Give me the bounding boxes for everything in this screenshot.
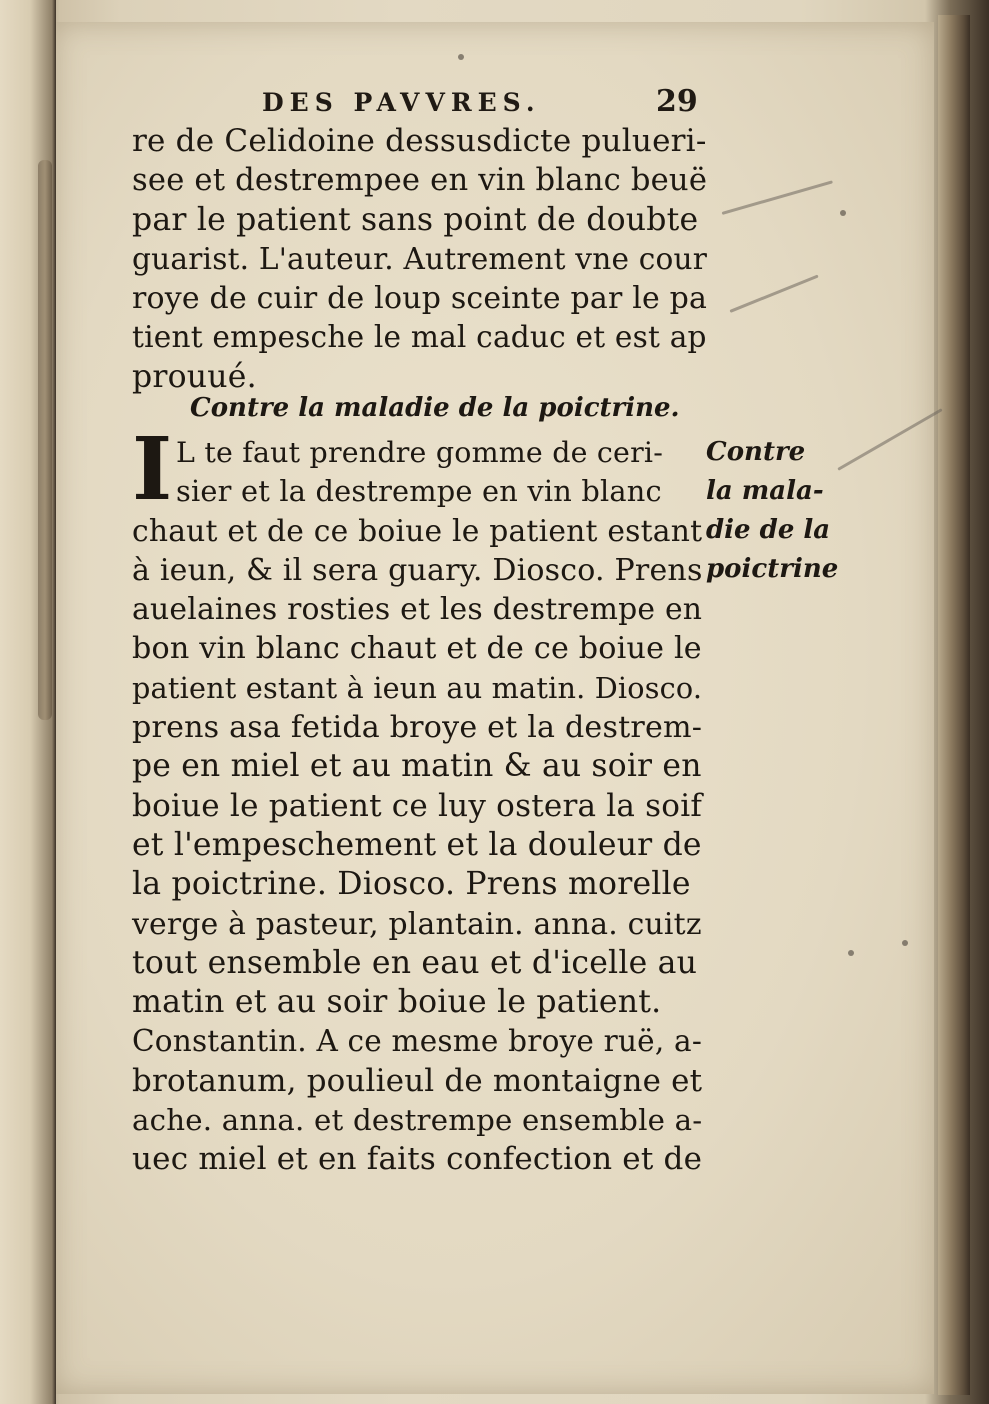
continued-paragraph — [132, 122, 707, 397]
margin-note-line: Contre — [706, 437, 806, 467]
binding-thread — [38, 160, 52, 720]
text-line: prens asa fetida broye et la destrem- — [132, 710, 703, 746]
text-line: auelaines rosties et les destrempe en — [132, 592, 703, 628]
text-line: tient empesche le mal caduc et est ap — [132, 320, 707, 355]
text-line: prouué. — [132, 358, 257, 395]
text-line: tout ensemble en eau et d'icelle au — [132, 944, 698, 981]
book-gutter — [0, 0, 56, 1404]
text-line: brotanum, poulieul de montaigne et — [132, 1062, 703, 1099]
text-line: par le patient sans point de doubte — [132, 201, 699, 238]
ink-spot — [902, 940, 908, 946]
text-line: bon vin blanc chaut et de ce boiue le — [132, 631, 702, 667]
text-line: et l'empeschement et la douleur de — [132, 826, 702, 863]
drop-cap: I — [132, 419, 173, 520]
text-line: see et destrempee en vin blanc beuë — [132, 163, 708, 199]
text-line: patient estant à ieun au matin. Diosco. — [132, 670, 703, 705]
margin-note-line: poictrine — [706, 554, 839, 584]
text-line: la poictrine. Diosco. Prens morelle — [132, 866, 691, 903]
margin-note-line: die de la — [706, 515, 831, 545]
text-line: pe en miel et au matin & au soir en — [132, 748, 702, 785]
text-line: Constantin. A ce mesme broye ruë, a- — [132, 1024, 702, 1059]
ink-spot — [840, 210, 846, 216]
text-line: boiue le patient ce luy ostera la soif — [132, 787, 703, 824]
text-line: roye de cuir de loup sceinte par le pa — [132, 281, 708, 317]
remedy-paragraph — [132, 433, 702, 1180]
text-line: uec miel et en faits confection et de — [132, 1141, 703, 1178]
page-edge — [938, 15, 970, 1395]
margin-note — [706, 433, 846, 589]
text-line: sier et la destrempe en vin blanc — [176, 474, 662, 509]
text-line: ache. anna. et destrempe ensemble a- — [132, 1103, 703, 1138]
text-line: matin et au soir boiue le patient. — [132, 984, 662, 1021]
text-line: verge à pasteur, plantain. anna. cuitz — [132, 906, 702, 942]
ink-spot — [848, 950, 854, 956]
text-line: re de Celidoine dessusdicte pulueri- — [132, 123, 707, 159]
margin-note-line: la mala- — [706, 476, 824, 506]
text-line: à ieun, & il sera guary. Diosco. Prens — [132, 552, 703, 588]
section-heading: Contre la maladie de la poictrine. — [190, 393, 680, 423]
text-line: L te faut prendre gomme de ceri- — [176, 436, 664, 469]
running-head: DES PAVVRES. — [262, 88, 541, 117]
page-number: 29 — [656, 84, 698, 119]
text-line: chaut et de ce boiue le patient estant — [132, 513, 703, 549]
text-line: guarist. L'auteur. Autrement vne cour — [132, 241, 708, 276]
ink-spot — [458, 54, 464, 60]
